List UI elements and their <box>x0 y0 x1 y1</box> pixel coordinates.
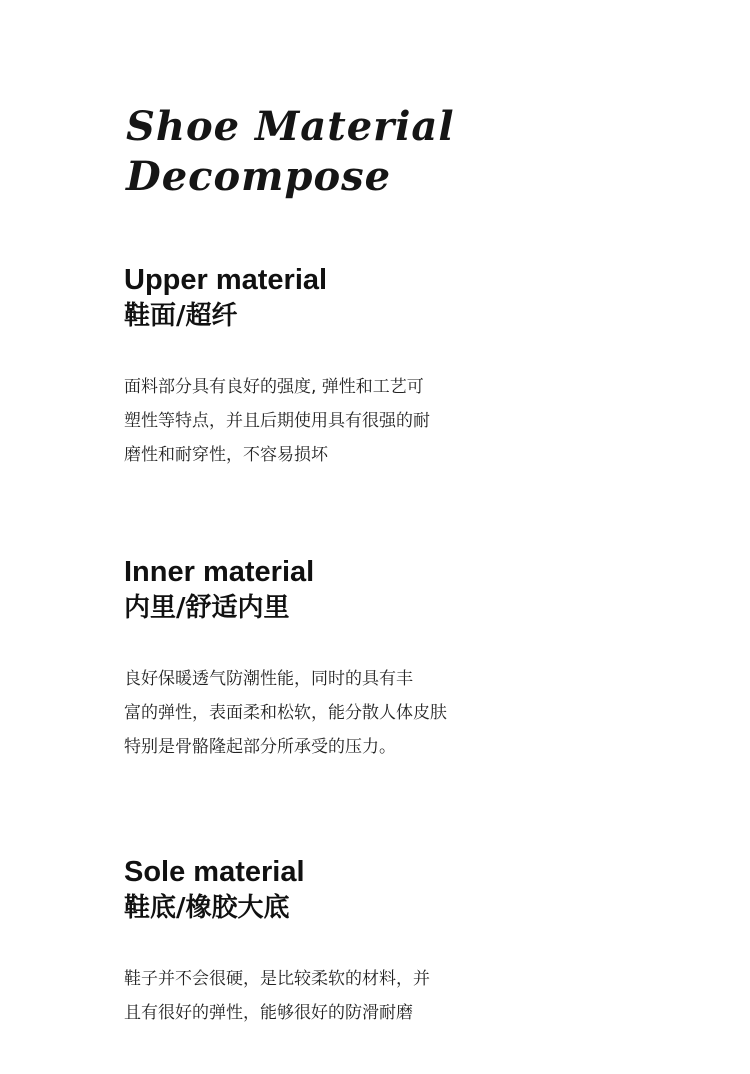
page-title-line-1: Shoe Material <box>126 103 455 150</box>
description-line: 特别是骨骼隆起部分所承受的压力。 <box>124 737 396 757</box>
upper-material-heading-cn: 鞋面/超纤 <box>124 301 238 331</box>
description-line: 磨性和耐穿性，不容易损坏 <box>124 445 328 465</box>
upper-material-description <box>124 370 544 472</box>
inner-material-heading-en: Inner material <box>124 556 315 588</box>
sole-material-heading-en: Sole material <box>124 856 305 888</box>
page-title-line-2: Decompose <box>126 153 392 200</box>
sole-material-heading-cn: 鞋底/橡胶大底 <box>124 893 290 923</box>
description-line: 且有很好的弹性，能够很好的防滑耐磨 <box>124 1003 413 1023</box>
description-line: 富的弹性，表面柔和松软，能分散人体皮肤 <box>124 703 447 723</box>
description-line: 良好保暖透气防潮性能，同时的具有丰 <box>124 669 413 689</box>
description-line: 面料部分具有良好的强度, 弹性和工艺可 <box>124 377 424 397</box>
description-line: 塑性等特点，并且后期使用具有很强的耐 <box>124 411 430 431</box>
upper-material-section <box>124 262 544 472</box>
upper-material-heading-en: Upper material <box>124 264 328 296</box>
inner-material-description <box>124 662 544 764</box>
inner-material-heading-cn: 内里/舒适内里 <box>124 593 290 623</box>
sole-material-description <box>124 962 544 1030</box>
sole-material-section <box>124 854 544 1030</box>
inner-material-section <box>124 554 544 764</box>
description-line: 鞋子并不会很硬，是比较柔软的材料，并 <box>124 969 430 989</box>
page-title <box>126 102 455 202</box>
